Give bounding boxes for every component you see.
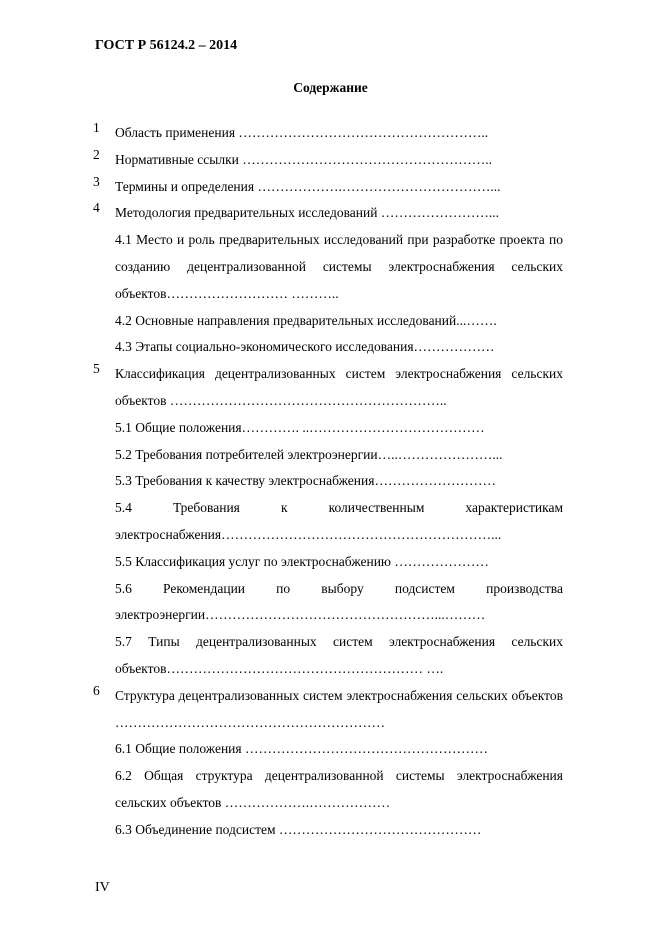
toc-entry-5	[93, 361, 563, 415]
toc-text: 6.2 Общая структура децентрализованной системы электроснабжения сельских объектов ……………….………………	[115, 768, 563, 810]
toc-text: 4.2 Основные направления предварительных исследований...…….	[115, 312, 497, 328]
toc-text: Классификация децентрализованных систем электроснабжения сельских объектов ……………………………………………………..	[115, 366, 563, 408]
toc-entry-5-4	[115, 495, 563, 549]
page-number: IV	[95, 880, 110, 895]
toc-entry-5-2	[115, 442, 563, 469]
table-of-contents	[93, 120, 563, 844]
toc-entry-5-7	[115, 629, 563, 683]
toc-text: 5.4 Требования к количественным характеристикам электроснабжения……………………………………………………...	[115, 500, 563, 542]
toc-entry-4-1	[115, 227, 563, 307]
toc-text: Область применения ………………………………………………..	[115, 125, 489, 140]
toc-entry-3	[93, 174, 563, 201]
toc-number: 2	[93, 146, 100, 162]
toc-text: 6.3 Объединение подсистем ………………………………………	[115, 821, 482, 837]
toc-entry-6-2	[115, 763, 563, 817]
toc-text: 5.1 Общие положения…………. ..…………………………………	[115, 419, 485, 435]
toc-text: 5.6 Рекомендации по выбору подсистем производства электроэнергии……………………………………………...………	[115, 580, 563, 623]
toc-number: 1	[93, 120, 100, 135]
toc-text: 5.5 Классификация услуг по электроснабжению …………………	[115, 553, 489, 569]
toc-text: Методология предварительных исследований ……………………...	[115, 205, 499, 221]
toc-number: 4	[93, 200, 100, 216]
toc-entry-6-3	[115, 817, 563, 844]
toc-text: Нормативные ссылки ………………………………………………..	[115, 151, 492, 167]
toc-text: 5.7 Типы децентрализованных систем электроснабжения сельских объектов………………………………………………… ….	[115, 634, 563, 676]
toc-entry-5-1	[115, 415, 563, 442]
toc-entry-1	[93, 120, 563, 147]
page-title: Содержание	[293, 80, 368, 95]
toc-text: 4.1 Место и роль предварительных исследований при разработке проекта по созданию децентрализованной системы электроснабжения сельских объектов……………………… ………..	[115, 232, 563, 301]
toc-number: 6	[93, 682, 100, 698]
toc-number: 3	[93, 173, 100, 189]
toc-text: 5.3 Требования к качеству электроснабжения………………………	[115, 473, 496, 489]
toc-entry-4-3	[115, 334, 563, 361]
toc-text: 4.3 Этапы социально-экономического исследования………………	[115, 339, 495, 355]
toc-entry-5-3	[115, 468, 563, 495]
toc-text: 5.2 Требования потребителей электроэнергии…..…………………...	[115, 446, 503, 462]
toc-text: Структура децентрализованных систем электроснабжения сельских объектов ……………………………………………………	[115, 687, 563, 730]
document-header: ГОСТ Р 56124.2 – 2014	[95, 38, 238, 53]
toc-entry-4	[93, 200, 563, 227]
toc-entry-2	[93, 147, 563, 174]
toc-entry-4-2	[115, 308, 563, 335]
toc-entry-5-5	[115, 549, 563, 576]
toc-entry-6-1	[115, 736, 563, 763]
toc-entry-6	[93, 683, 563, 737]
toc-text: 6.1 Общие положения ………………………………………………	[115, 741, 488, 757]
toc-number: 5	[93, 361, 100, 377]
toc-entry-5-6	[115, 576, 563, 630]
toc-text: Термины и определения ……………….……………………………...	[115, 178, 501, 194]
